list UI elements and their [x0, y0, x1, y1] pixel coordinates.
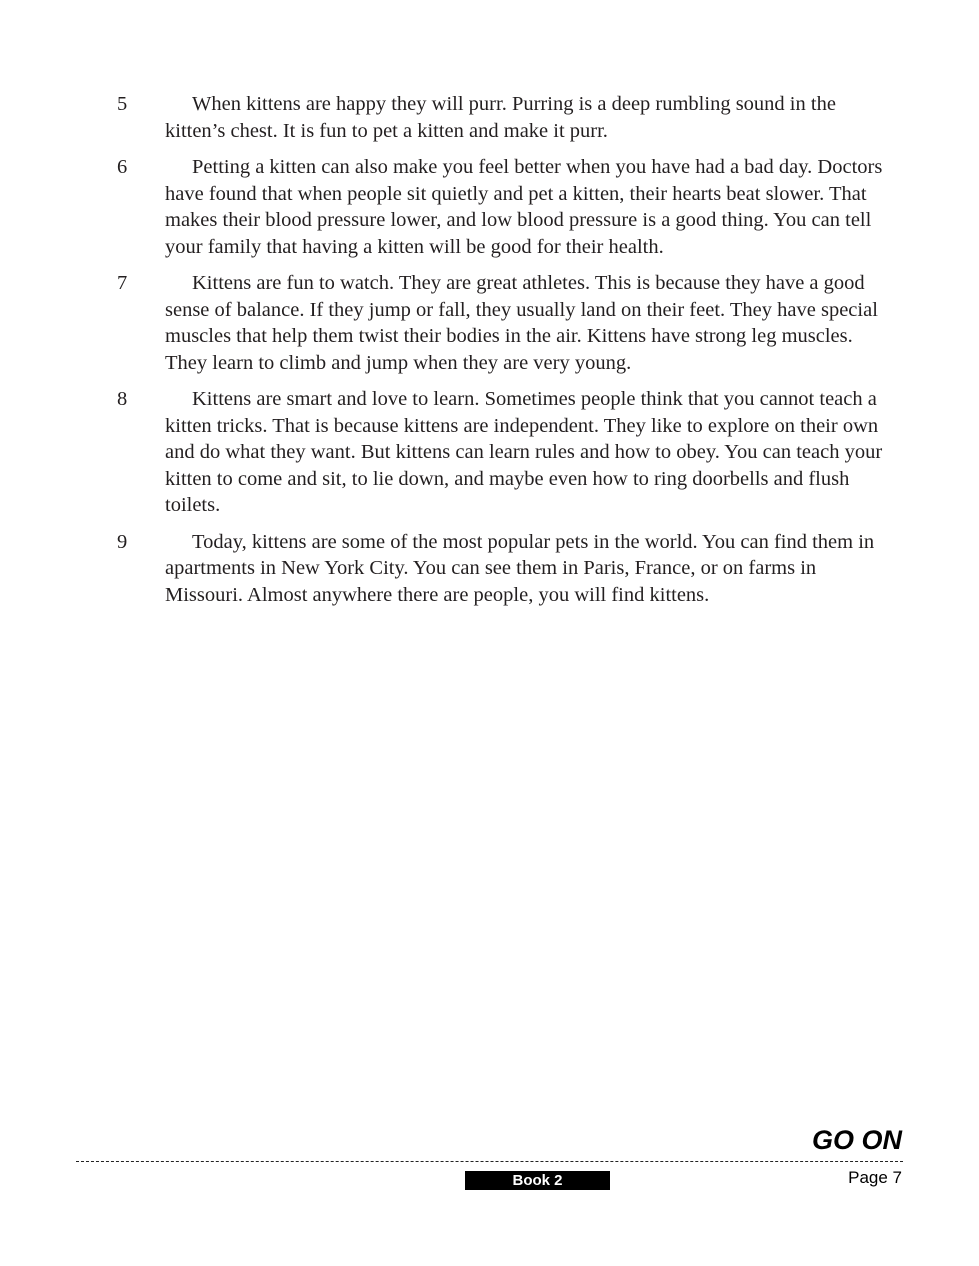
paragraph-number: 6	[117, 156, 128, 178]
paragraph-text: Kittens are smart and love to learn. Sometimes people think that you cannot teach a kitten tricks. That is because kittens are independent. They like to explore on their own and do what they want. But kittens can learn rules and how to obey. You can teach your kitten to come and sit, to lie down, and maybe even how to ring doorbells and flush toilets.	[165, 388, 883, 516]
reading-passage	[0, 91, 979, 618]
go-on-label: GO ON	[811, 1125, 902, 1155]
paragraph-text: Today, kittens are some of the most popular pets in the world. You can find them in apartments in New York City. You can see them in Paris, France, or on farms in Missouri. Almost anywhere there are people, you will find kittens.	[165, 530, 875, 606]
book-label: Book 2	[465, 1171, 610, 1190]
paragraph-text: When kittens are happy they will purr. Purring is a deep rumbling sound in the kitten’s chest. It is fun to pet a kitten and make it purr.	[165, 93, 836, 142]
paragraph-number: 8	[117, 388, 128, 410]
paragraph-5	[0, 91, 979, 144]
paragraph-9	[0, 529, 979, 609]
paragraph-6	[0, 154, 979, 260]
paragraph-8	[0, 386, 979, 519]
paragraph-number: 7	[117, 272, 128, 294]
page-number: Page 7	[848, 1168, 902, 1187]
paragraph-text: Kittens are fun to watch. They are great athletes. This is because they have a good sense of balance. If they jump or fall, they usually land on their feet. They have special muscles that help them twist their bodies in the air. Kittens have strong leg muscles. They learn to climb and jump when they are very young.	[165, 272, 878, 374]
paragraph-number: 5	[117, 93, 128, 115]
footer-divider	[76, 1161, 903, 1162]
paragraph-7	[0, 270, 979, 376]
paragraph-text: Petting a kitten can also make you feel better when you have had a bad day. Doctors have found that when people sit quietly and pet a kitten, their hearts beat slower. That makes their blood pressure lower, and low blood pressure is a good thing. You can tell your family that having a kitten will be good for their health.	[165, 156, 883, 258]
paragraph-number: 9	[117, 530, 128, 553]
